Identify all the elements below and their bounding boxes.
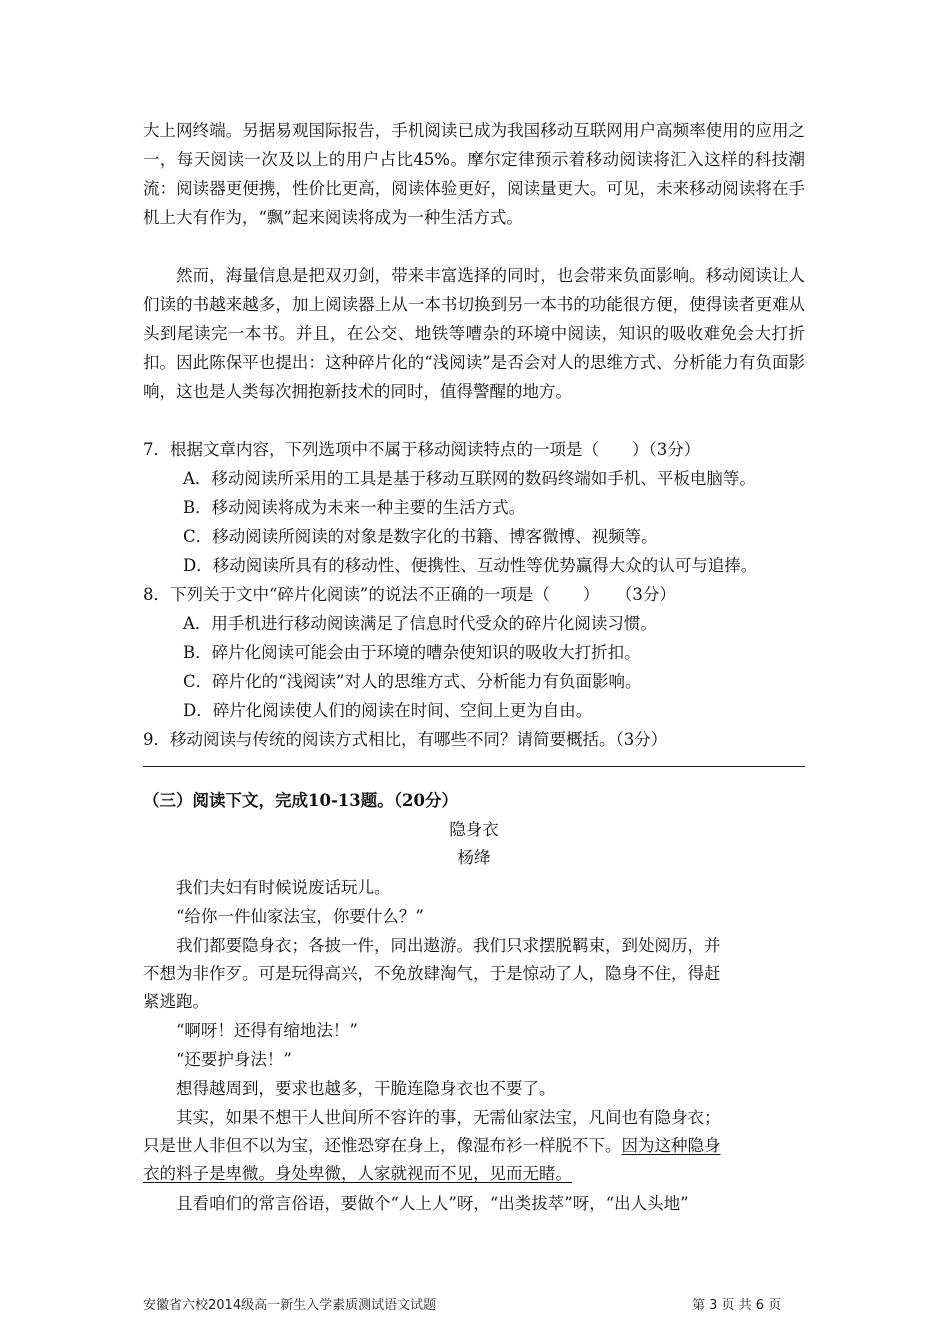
passage-paragraph-1: 大上网终端。另据易观国际报告，手机阅读已成为我国移动互联网用户高频率使用的应用之一，每天阅读一次及以上的用户占比45%。摩尔定律预示着移动阅读将汇入这样的科技潮流：阅读器更便携，性价比更高，阅读体验更好，阅读量更大。可见，未来移动阅读将在手机上大有作为，“飘”起来阅读将成为一种生活方式。 [143, 121, 805, 227]
article-line [143, 1160, 805, 1188]
question-8-option-d: D．碎片化阅读使人们的阅读在时间、空间上更为自由。 [183, 701, 593, 720]
section-3-heading: （三）阅读下文，完成10-13题。（20分） [143, 791, 458, 810]
article-title: 隐身衣 [449, 820, 499, 839]
question-7-stem: 7．根据文章内容，下列选项中不属于移动阅读特点的一项是（ ）（3分） [143, 440, 701, 459]
article-line: “还要护身法！” [176, 1050, 292, 1069]
question-8-option-b: B．碎片化阅读可能会由于环境的嘈杂使知识的吸收大打折扣。 [183, 643, 641, 662]
article-line: 紧逃跑。 [143, 992, 209, 1011]
question-8-option-a: A．用手机进行移动阅读满足了信息时代受众的碎片化阅读习惯。 [183, 614, 657, 633]
article-line: 且看咱们的常言俗语，要做个“人上人”呀，“出类拔萃”呀，“出人头地” [176, 1194, 689, 1213]
question-8-option-c: C．碎片化的“浅阅读”对人的思维方式、分析能力有负面影响。 [183, 672, 642, 691]
article-line: “啊呀！还得有缩地法！” [176, 1021, 358, 1040]
question-7-option-a: A．移动阅读所采用的工具是基于移动互联网的数码终端如手机、平板电脑等。 [183, 469, 756, 488]
section-divider [143, 766, 805, 767]
article-line: 其实，如果不想干人世间所不容许的事，无需仙家法宝，凡间也有隐身衣； [176, 1108, 721, 1127]
article-line: 想得越周到，要求也越多，干脆连隐身衣也不要了。 [176, 1079, 556, 1098]
footer-page-number: 第 3 页 共 6 页 [692, 1298, 782, 1313]
article-line: “给你一件仙家法宝，你要什么？” [176, 907, 424, 926]
question-9-stem: 9．移动阅读与传统的阅读方式相比，有哪些不同？请简要概括。（3分） [143, 730, 668, 749]
article-line: 我们都要隐身衣；各披一件，同出遨游。我们只求摆脱羁束，到处阅历，并 [176, 936, 721, 955]
article-line: 我们夫妇有时候说废话玩儿。 [176, 878, 391, 897]
passage-paragraph-2: 然而，海量信息是把双刃剑，带来丰富选择的同时，也会带来负面影响。移动阅读让人们读的书越来越多，加上阅读器上从一本书切换到另一本书的功能很方便，使得读者更难从头到尾读完一本书。并且，在公交、地铁等嘈杂的环境中阅读，知识的吸收难免会大打折扣。因此陈保平也提出：这种碎片化的“浅阅读”是否会对人的思维方式、分析能力有负面影响，这也是人类每次拥抱新技术的同时，值得警醒的地方。 [143, 266, 805, 401]
footer-exam-title: 安徽省六校2014级高一新生入学素质测试语文试题 [143, 1298, 437, 1313]
question-7-option-d: D．移动阅读所具有的移动性、便携性、互动性等优势赢得大众的认可与追捧。 [183, 556, 758, 575]
question-7-option-b: B．移动阅读将成为未来一种主要的生活方式。 [183, 498, 526, 517]
underlined-sentence: 衣的料子是卑微。身处卑微，人家就视而不见，见而无睹。 [143, 1164, 572, 1183]
article-text: 只是世人非但不以为宝，还惟恐穿在身上，像湿布衫一样脱不下。 [143, 1136, 622, 1155]
article-line: 不想为非作歹。可是玩得高兴，不免放肆淘气，于是惊动了人，隐身不住，得赶 [143, 964, 721, 983]
question-8-stem: 8．下列关于文中“碎片化阅读”的说法不正确的一项是（ ） （3分） [143, 585, 676, 604]
article-line [143, 1132, 805, 1160]
question-7-option-c: C．移动阅读所阅读的对象是数字化的书籍、博客微博、视频等。 [183, 527, 658, 546]
underlined-sentence: 因为这种隐身 [621, 1136, 721, 1155]
article-author: 杨绛 [457, 848, 491, 867]
